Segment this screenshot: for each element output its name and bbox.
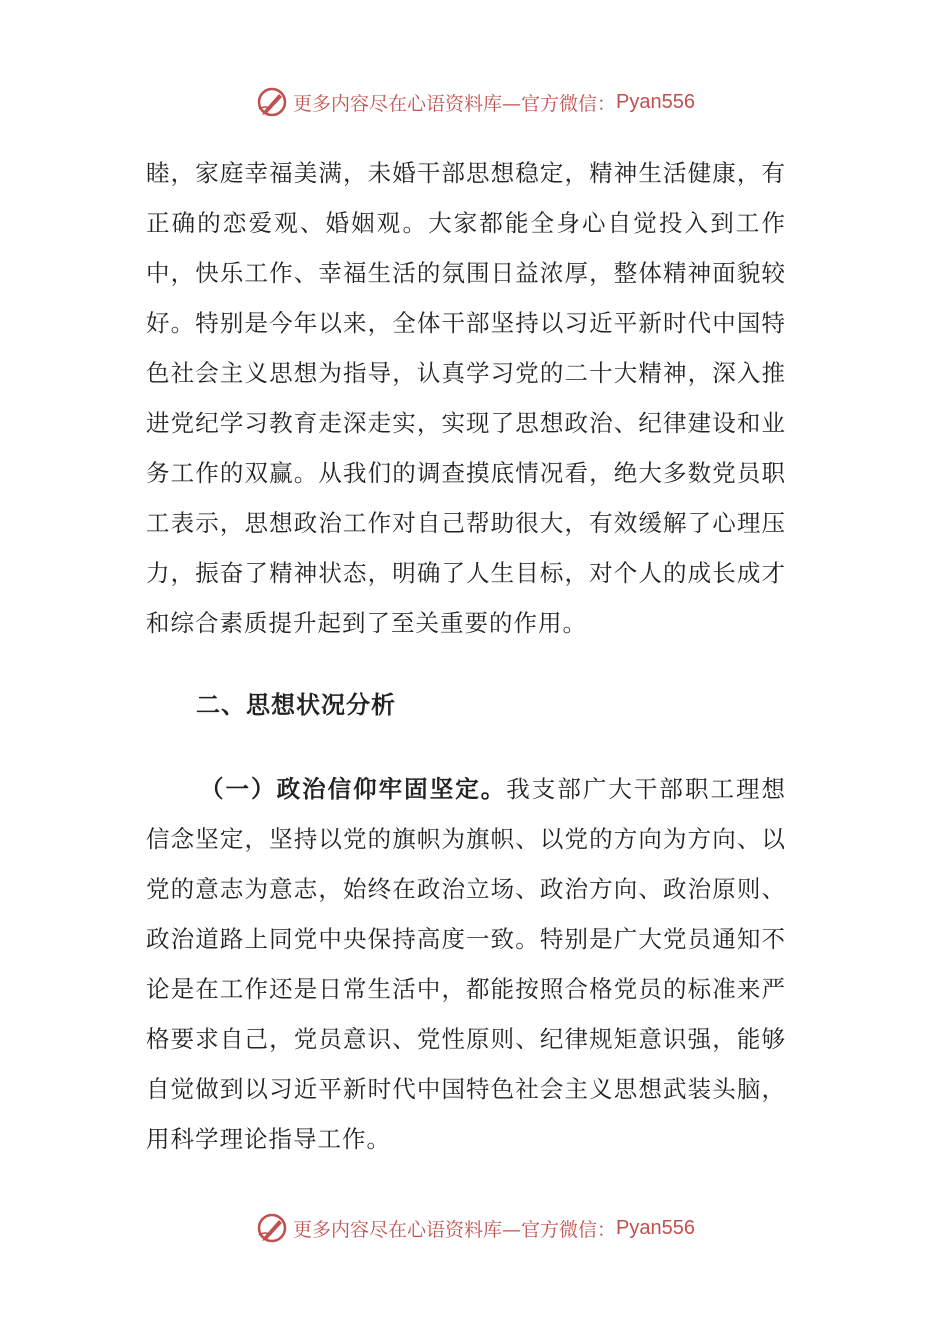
body-paragraph-1 — [146, 148, 786, 648]
wechat-id: Pyan556 — [616, 1216, 695, 1239]
footer-watermark — [0, 1208, 950, 1248]
section-heading: 二、思想状况分析 — [196, 691, 396, 719]
paragraph-rest: 我支部广大干部职工理想信念坚定，坚持以党的旗帜为旗帜、以党的方向为方向、以党的意志为意志，始终在政治立场、政治方向、政治原则、政治道路上同党中央保持高度一致。特别是广大党员通知不论是在工作还是日常生活中，都能按照合格党员的标准来严格要求自己，党员意识、党性原则、纪律规矩意识强，能够自觉做到以习近平新时代中国特色社会主义思想武装头脑，用科学理论指导工作。 — [146, 775, 787, 1153]
pen-logo-icon — [255, 85, 289, 119]
body-paragraph-2 — [146, 764, 786, 1164]
paragraph-text: 睦，家庭幸福美满，未婚干部思想稳定，精神生活健康，有正确的恋爱观、婚姻观。大家都能全身心自觉投入到工作中，快乐工作、幸福生活的氛围日益浓厚，整体精神面貌较好。特别是今年以来，全体干部坚持以习近平新时代中国特色社会主义思想为指导，认真学习党的二十大精神，深入推进党纪学习教育走深走实，实现了思想政治、纪律建设和业务工作的双赢。从我们的调查摸底情况看，绝大多数党员职工表示，思想政治工作对自己帮助很大，有效缓解了心理压力，振奋了精神状态，明确了人生目标，对个人的成长成才和综合素质提升起到了至关重要的作用。 — [146, 159, 786, 637]
paragraph-text — [146, 764, 786, 1164]
paragraph-lead: （一）政治信仰牢固坚定。 — [200, 775, 507, 803]
watermark-text: 更多内容尽在心语资料库—官方微信： — [293, 1218, 617, 1241]
pen-logo-icon — [255, 1211, 289, 1245]
header-watermark — [0, 82, 950, 122]
watermark-text: 更多内容尽在心语资料库—官方微信： — [293, 92, 617, 115]
wechat-id: Pyan556 — [616, 90, 695, 113]
